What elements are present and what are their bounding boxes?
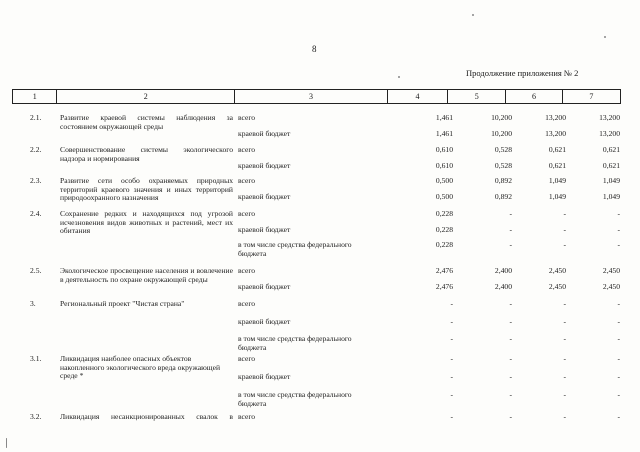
cell-value: 0,500: [435, 192, 453, 201]
cell-value: -: [509, 225, 512, 234]
scan-speck: [398, 76, 400, 78]
cell-value: 0,528: [494, 161, 512, 170]
cell-value: 2,476: [435, 266, 453, 275]
cell-value: -: [617, 372, 620, 381]
page-number: 8: [312, 44, 317, 54]
row-label: в том числе средства федерального бюджета: [238, 390, 352, 408]
row-label: в том числе средства федерального бюджета: [238, 240, 352, 258]
cell-value: -: [563, 390, 566, 399]
row-label: всего: [238, 145, 256, 154]
row-name: Развитие сети особо охраняемых природных территорий краевого значения и иных территорий природоохранного назначения: [60, 176, 233, 202]
row-label: всего: [238, 354, 256, 363]
header-cell: 3: [235, 90, 388, 104]
row-label: краевой бюджет: [238, 192, 291, 201]
cell-value: -: [509, 412, 512, 421]
cell-value: -: [450, 354, 453, 363]
cell-value: 0,621: [548, 145, 566, 154]
cell-value: 2,450: [548, 266, 566, 275]
cell-value: -: [563, 372, 566, 381]
scan-speck: [604, 36, 606, 38]
row-name: Экологическое просвещение населения и вовлечение в деятельность по охране окружающей среды: [60, 266, 233, 284]
cell-value: 2,476: [435, 282, 453, 291]
row-name: Совершенствование системы экологического надзора и нормирования: [60, 145, 233, 163]
cell-value: 0,228: [435, 225, 453, 234]
continuation-label: Продолжение приложения № 2: [466, 68, 579, 78]
cell-value: 2,400: [494, 266, 512, 275]
cell-value: 2,400: [494, 282, 512, 291]
cell-value: -: [563, 240, 566, 249]
header-cell: 4: [387, 90, 447, 104]
row-number: 2.4.: [30, 209, 42, 218]
row-label: всего: [238, 113, 256, 122]
cell-value: -: [563, 209, 566, 218]
row-label: в том числе средства федерального бюджета: [238, 334, 352, 352]
row-label: краевой бюджет: [238, 129, 291, 138]
cell-value: -: [617, 240, 620, 249]
cell-value: -: [617, 390, 620, 399]
row-label: всего: [238, 266, 256, 275]
header-cell: 2: [57, 90, 235, 104]
cell-value: -: [509, 354, 512, 363]
cell-value: 10,200: [491, 129, 512, 138]
scan-speck: [472, 14, 474, 16]
row-number: 2.1.: [30, 113, 42, 122]
cell-value: -: [509, 209, 512, 218]
cell-value: -: [509, 240, 512, 249]
cell-value: -: [563, 412, 566, 421]
cell-value: 1,461: [435, 113, 453, 122]
header-cell: 1: [13, 90, 57, 104]
cell-value: 1,049: [602, 192, 620, 201]
cell-value: 0,621: [602, 145, 620, 154]
cell-value: 0,892: [494, 192, 512, 201]
row-number: 2.3.: [30, 176, 42, 185]
cell-value: 0,892: [494, 176, 512, 185]
table-header: [12, 89, 621, 104]
cell-value: 0,500: [435, 176, 453, 185]
header-cell: 5: [448, 90, 506, 104]
cell-value: -: [617, 209, 620, 218]
cell-value: -: [450, 299, 453, 308]
row-name: Ликвидация несанкционированных свалок в: [60, 412, 233, 421]
cell-value: -: [509, 372, 512, 381]
row-number: 3.1.: [30, 354, 42, 363]
cell-value: -: [509, 299, 512, 308]
row-label: краевой бюджет: [238, 317, 291, 326]
row-label: всего: [238, 176, 256, 185]
cell-value: -: [509, 317, 512, 326]
row-number: 2.2.: [30, 145, 42, 154]
cell-value: -: [617, 334, 620, 343]
cell-value: 2,450: [602, 266, 620, 275]
header-cell: 7: [562, 90, 620, 104]
row-label: всего: [238, 209, 256, 218]
cell-value: 2,450: [602, 282, 620, 291]
cell-value: 10,200: [491, 113, 512, 122]
cell-value: 1,049: [602, 176, 620, 185]
cell-value: 13,200: [545, 113, 566, 122]
cell-value: -: [563, 299, 566, 308]
row-name: Сохранение редких и находящихся под угрозой исчезновения видов животных и растений, мест их обитания: [60, 209, 233, 235]
cell-value: -: [450, 390, 453, 399]
cell-value: 13,200: [599, 113, 620, 122]
cell-value: 13,200: [545, 129, 566, 138]
row-number: 2.5.: [30, 266, 42, 275]
cell-value: -: [450, 412, 453, 421]
cell-value: -: [617, 412, 620, 421]
cell-value: 0,228: [435, 240, 453, 249]
row-label: краевой бюджет: [238, 225, 291, 234]
cell-value: 1,049: [548, 192, 566, 201]
header-cell: 6: [506, 90, 562, 104]
cell-value: -: [450, 334, 453, 343]
row-label: всего: [238, 412, 256, 421]
scan-speck: [6, 438, 7, 448]
cell-value: 0,528: [494, 145, 512, 154]
cell-value: -: [563, 317, 566, 326]
cell-value: 13,200: [599, 129, 620, 138]
cell-value: -: [617, 225, 620, 234]
cell-value: 0,610: [435, 145, 453, 154]
cell-value: -: [450, 372, 453, 381]
cell-value: -: [617, 354, 620, 363]
cell-value: 0,610: [435, 161, 453, 170]
cell-value: 1,461: [435, 129, 453, 138]
row-number: 3.: [30, 299, 36, 308]
cell-value: -: [450, 317, 453, 326]
cell-value: 0,621: [548, 161, 566, 170]
row-label: краевой бюджет: [238, 372, 291, 381]
cell-value: -: [509, 334, 512, 343]
row-name: Региональный проект "Чистая страна": [60, 299, 185, 308]
row-name: Ликвидация наиболее опасных объектов накопленного экологического вреда окружающей среде *: [60, 354, 221, 380]
cell-value: -: [617, 317, 620, 326]
row-label: краевой бюджет: [238, 161, 291, 170]
row-label: краевой бюджет: [238, 282, 291, 291]
cell-value: -: [617, 299, 620, 308]
cell-value: -: [563, 225, 566, 234]
row-name: Развитие краевой системы наблюдения за состоянием окружающей среды: [60, 113, 233, 131]
cell-value: 1,049: [548, 176, 566, 185]
cell-value: -: [509, 390, 512, 399]
row-number: 3.2.: [30, 412, 42, 421]
cell-value: 0,621: [602, 161, 620, 170]
cell-value: 0,228: [435, 209, 453, 218]
cell-value: -: [563, 354, 566, 363]
cell-value: -: [563, 334, 566, 343]
row-label: всего: [238, 299, 256, 308]
cell-value: 2,450: [548, 282, 566, 291]
